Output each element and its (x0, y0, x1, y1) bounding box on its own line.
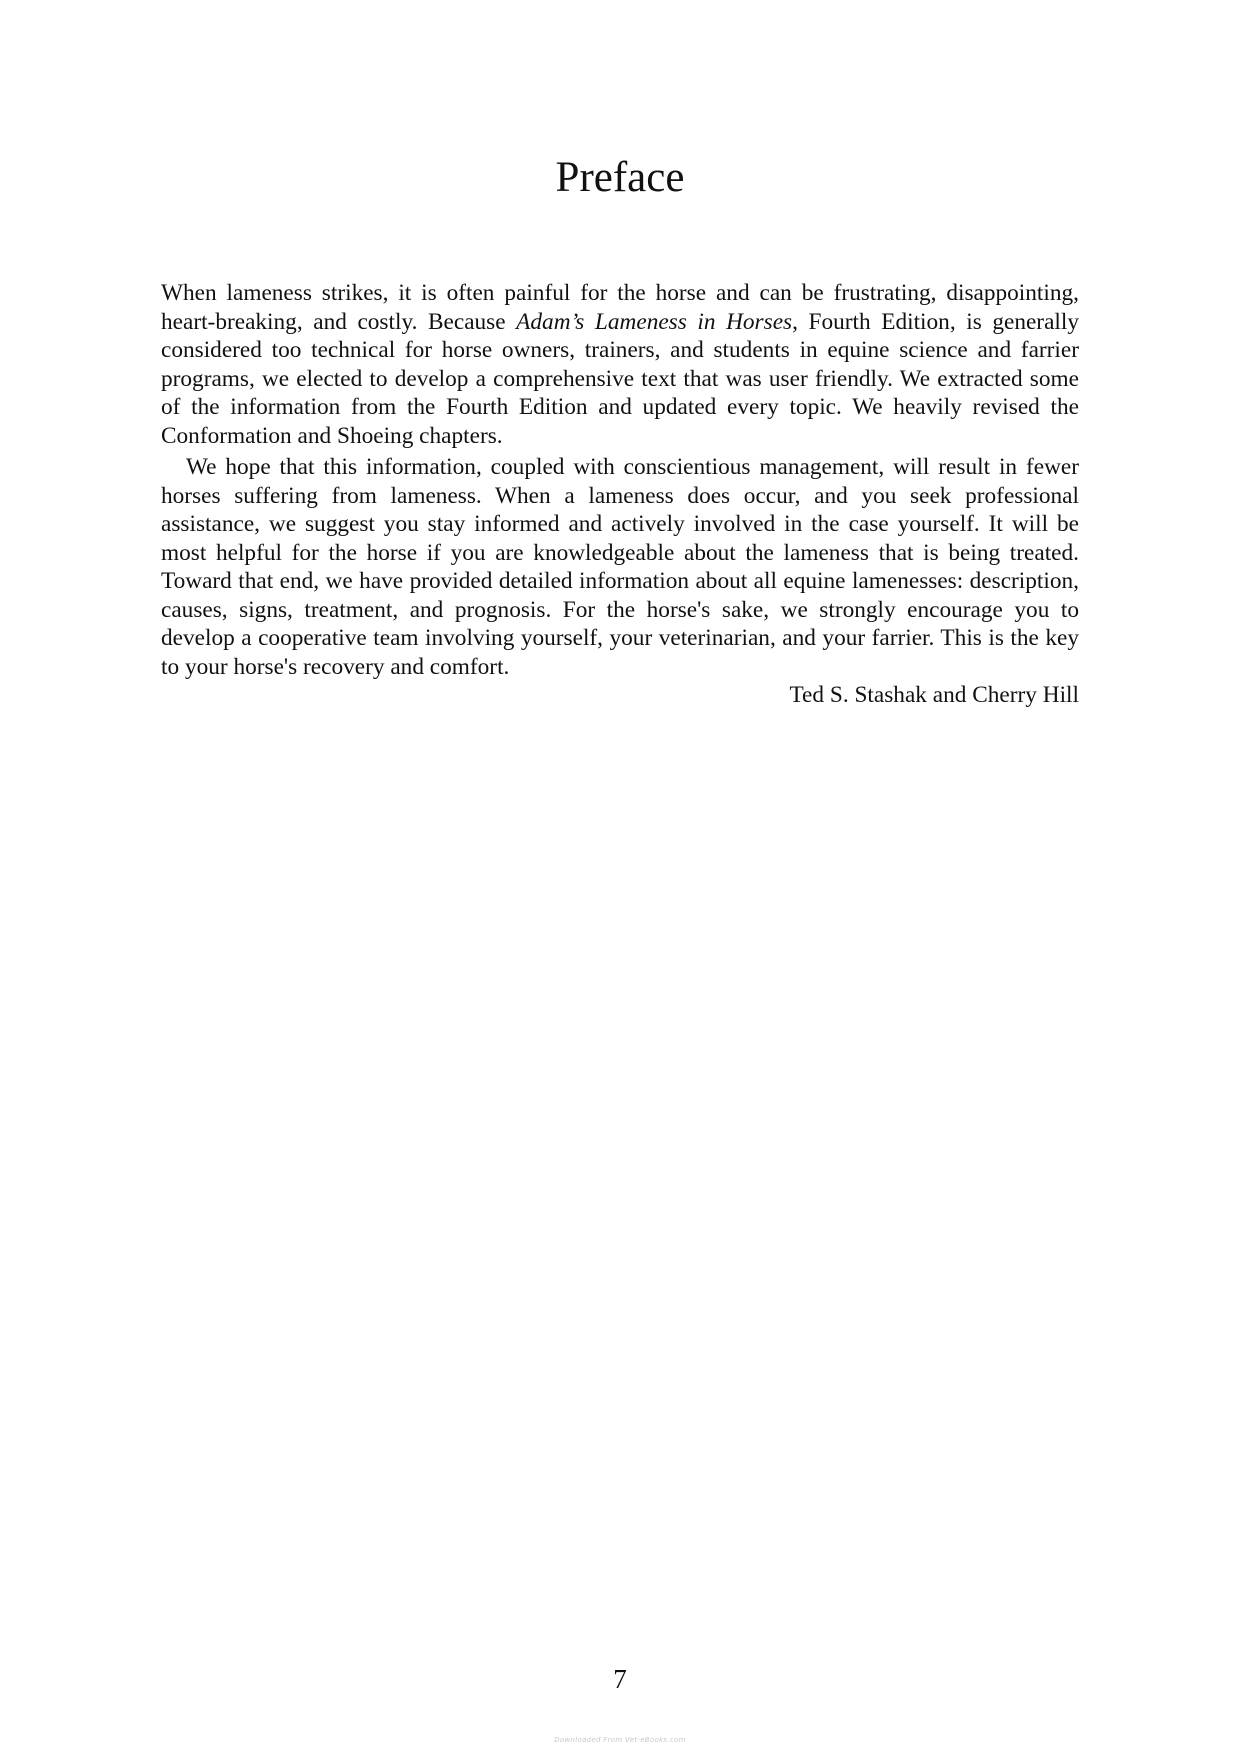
preface-body (161, 279, 1079, 710)
download-watermark: Downloaded From Vet-eBooks.com (554, 1736, 686, 1744)
paragraph-1 (161, 279, 1079, 450)
author-signature: Ted S. Stashak and Cherry Hill (789, 682, 1079, 708)
paragraph-2: We hope that this information, coupled with conscientious management, will result in fewer horses suffering from lameness. When a lameness does occur, and you seek professional assistance, we suggest you stay informed and actively involved in the case yourself. It will be most helpful for the horse if you are knowledgeable about the lameness that is being treated. Toward that end, we have provided detailed information about all equine lamenesses: description, causes, signs, treatment, and prognosis. For the horse's sake, we strongly encourage you to develop a cooperative team involving yourself, your veterinarian, and your farrier. This is the key to your horse's recovery and comfort. (161, 454, 1079, 680)
page-number: 7 (613, 1664, 627, 1694)
page-title: Preface (555, 154, 685, 201)
book-title: Adam’s Lameness in Horses (516, 308, 793, 335)
paragraph-1-lead: When lameness strikes, it is often painful for the horse and can be frustrating, disappointing, heart-breaking, and costly. Because (161, 280, 1079, 335)
paragraph-1-rest: , Fourth Edition, is generally considered too technical for horse owners, trainers, and students in equine science and farrier programs, we elected to develop a comprehensive text that was user friendly. We extracted some of the information from the Fourth Edition and updated every topic. We heavily revised the Conformation and Shoeing chapters. (161, 308, 1080, 449)
